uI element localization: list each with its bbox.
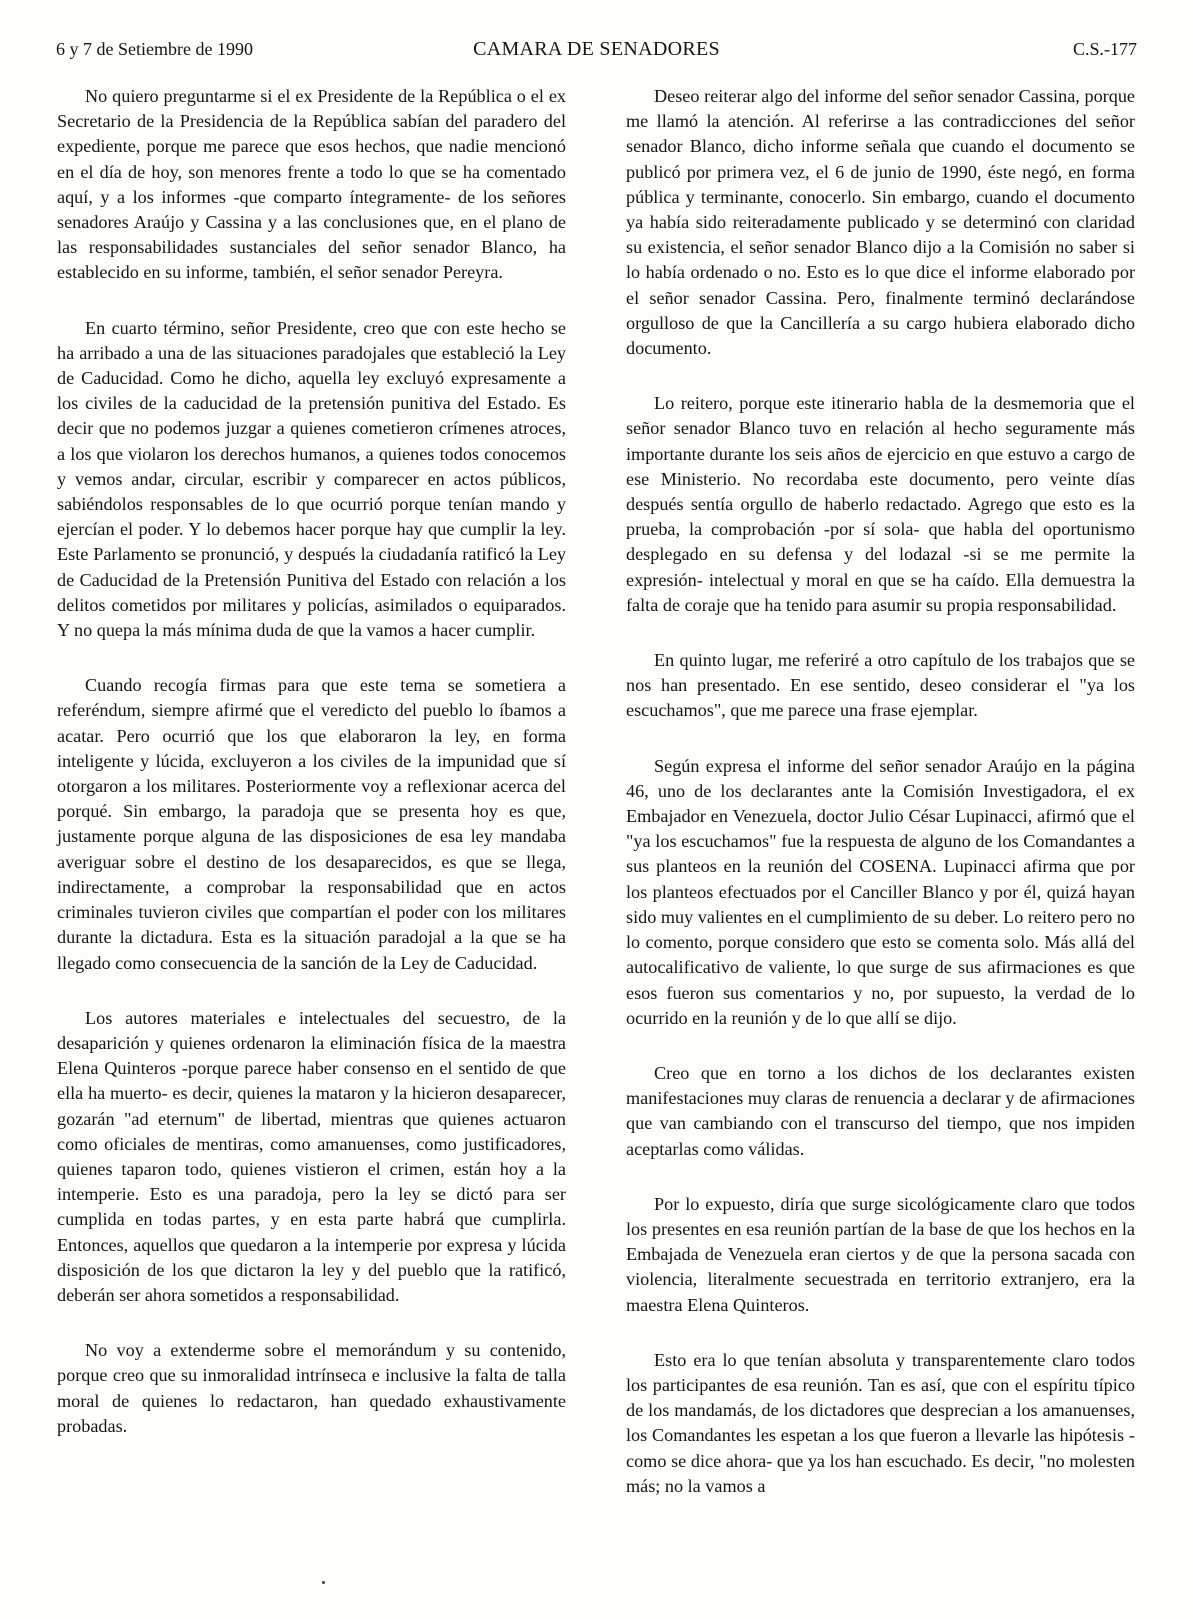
header-page-code: C.S.-177 (1072, 39, 1137, 59)
paragraph: No voy a extenderme sobre el memorándum y su contenido, porque creo que su inmoralidad intrínseca e inclusive la falta de talla moral de quienes lo redactaron, han quedado exhaustivamente probadas. (57, 1340, 566, 1436)
header-date: 6 y 7 de Setiembre de 1990 (56, 39, 253, 59)
scan-speck (322, 1581, 325, 1584)
paragraph: Creo que en torno a los dichos de los declarantes existen manifestaciones muy claras de renuencia a declarar y de afirmaciones que van cambiando con el transcurso del tiempo, que nos impiden aceptarlas como válidas. (626, 1062, 1135, 1159)
paragraph: Esto era lo que tenían absoluta y transparentemente claro todos los participantes de esa reunión. Tan es así, que con el espíritu típico de los mandamás, de los dictadores que desprecian a los amanuenses, los Comandantes les espetan a los que fueron a llevarle las hipótesis -como se dice ahora- que ya los han escuchado. Es decir, "no molesten más; no la vamos a (626, 1349, 1135, 1496)
paragraph: No quiero preguntarme si el ex Presidente de la República o el ex Secretario de la Presidencia de la República sabían del paradero del expediente, porque me parece que esos hechos, que nadie mencionó en el día de hoy, son menores frente a todo lo que se ha comentado aquí, y a los informes -que comparto íntegramente- de los señores senadores Araújo y Cassina y a las conclusiones que, en el plano de las responsabilidades sustanciales del señor senador Blanco, ha establecido en su informe, también, el señor senador Pereyra. (57, 86, 566, 283)
paragraph: Según expresa el informe del señor senador Araújo en la página 46, uno de los declarantes ante la Comisión Investigadora, el ex Embajador en Venezuela, doctor Julio César Lupinacci, afirmó que el "ya los escuchamos" fue la respuesta de alguno de los Comandantes a sus planteos en la reunión del COSENA. Lupinacci afirma que por los planteos efectuados por el Canciller Blanco y por él, quizá hayan sido muy valientes en el cumplimiento de su deber. Lo reitero pero no lo comento, porque considero que esto se comenta solo. Más allá del autocalificativo de valiente, lo que surge de sus afirmaciones es que esos fueron sus comentarios y no, por supuesto, la verdad de lo ocurrido en la reunión y de lo que allí se dijo. (626, 755, 1135, 1028)
right-column (626, 84, 1135, 1529)
paragraph: Por lo expuesto, diría que surge sicológicamente claro que todos los presentes en esa reunión partían de la base de que los hechos en la Embajada de Venezuela eran ciertos y de que la persona sacada con violencia, literalmente secuestrada en territorio extranjero, era la maestra Elena Quinteros. (626, 1193, 1135, 1315)
paragraph: Los autores materiales e intelectuales del secuestro, de la desaparición y quienes ordenaron la eliminación física de la maestra Elena Quinteros -porque parece haber consenso en el sentido de que ella ha muerto- es decir, quienes la mataron y la hicieron desaparecer, gozarán "ad eternum" de libertad, mientras que quienes actuaron como oficiales de mentiras, como amanuenses, como justificadores, quienes taparon todo, quienes vistieron el crimen, están hoy a la intemperie. Esto es una paradoja, pero la ley se dictó para ser cumplida en todas partes, y en esta parte habrá que cumplirla. Entonces, aquellos que quedaron a la intemperie por expresa y lúcida disposición de los que dictaron la ley y del pueblo que la ratificó, deberán ser ahora sometidos a responsabilidad. (57, 1007, 566, 1305)
paragraph: En cuarto término, señor Presidente, creo que con este hecho se ha arribado a una de las situaciones paradojales que estableció la Ley de Caducidad. Como he dicho, aquella ley excluyó expresamente a los civiles de la caducidad de la pretensión punitiva del Estado. Es decir que no podemos juzgar a quienes cometieron crímenes atroces, a los que violaron los derechos humanos, a quienes todos conocemos y vemos andar, circular, escribir y comparecer en actos públicos, sabiéndolos responsables de lo que ocurrió porque tenían mando y ejercían el poder. Y lo debemos hacer porque hay que cumplir la ley. Este Parlamento se pronunció, y después la ciudadanía ratificó la Ley de Caducidad de la Pretensión Punitiva del Estado con relación a los delitos cometidos por militares y policías, asimilados o equiparados. Y no quepa la más mínima duda de que la vamos a hacer cumplir. (57, 317, 566, 641)
paragraph: Cuando recogía firmas para que este tema se sometiera a referéndum, siempre afirmé que el veredicto del pueblo lo íbamos a acatar. Pero ocurrió que los que elaboraron la ley, en forma inteligente y lúcida, excluyeron a los civiles de la impunidad que sí otorgaron a los militares. Posteriormente voy a reflexionar acerca del porqué. Sin embargo, la paradoja que se presenta hoy es que, justamente porque alguna de las disposiciones de esa ley mandaba averiguar sobre el destino de los desaparecidos, es que se llega, indirectamente, a comprobar la responsabilidad que en actos criminales tuvieron civiles que compartían el poder con los militares durante la dictadura. Esta es la situación paradojal a la que se ha llegado como consecuencia de la sanción de la Ley de Caducidad. (57, 675, 566, 973)
header-title: CAMARA DE SENADORES (473, 38, 720, 60)
paragraph: En quinto lugar, me referiré a otro capítulo de los trabajos que se nos han presentado. En ese sentido, deseo considerar el "ya los escuchamos", que me parece una frase ejemplar. (626, 650, 1135, 721)
left-column (57, 84, 566, 1469)
paragraph: Deseo reiterar algo del informe del señor senador Cassina, porque me llamó la atención. Al referirse a las contradicciones del señor senador Blanco, dicho informe señala que cuando el documento se publicó por primera vez, el 6 de junio de 1990, éste negó, en forma pública y terminante, conocerlo. Sin embargo, cuando el documento ya había sido reiteradamente publicado y se determinó con claridad su existencia, el señor senador Blanco dijo a la Comisión no saber si lo había ordenado o no. Esto es lo que dice el informe elaborado por el señor senador Cassina. Pero, finalmente terminó declarándose orgulloso de que la Cancillería a su cargo hubiera elaborado dicho documento. (626, 86, 1135, 359)
paragraph: Lo reitero, porque este itinerario habla de la desmemoria que el señor senador Blanco tuvo en relación al hecho seguramente más importante durante los seis años de ejercicio en que estuvo a cargo de ese Ministerio. No recordaba este documento, pero veinte días después sentía orgullo de haberlo redactado. Agrego que esto es la prueba, la comprobación -por sí sola- que habla del oportunismo desplegado en su defensa y del lodazal -si se me permite la expresión- intelectual y moral en que se ha caído. Ella demuestra la falta de coraje que ha tenido para asumir su propia responsabilidad. (626, 393, 1135, 615)
page-header (56, 34, 1137, 64)
